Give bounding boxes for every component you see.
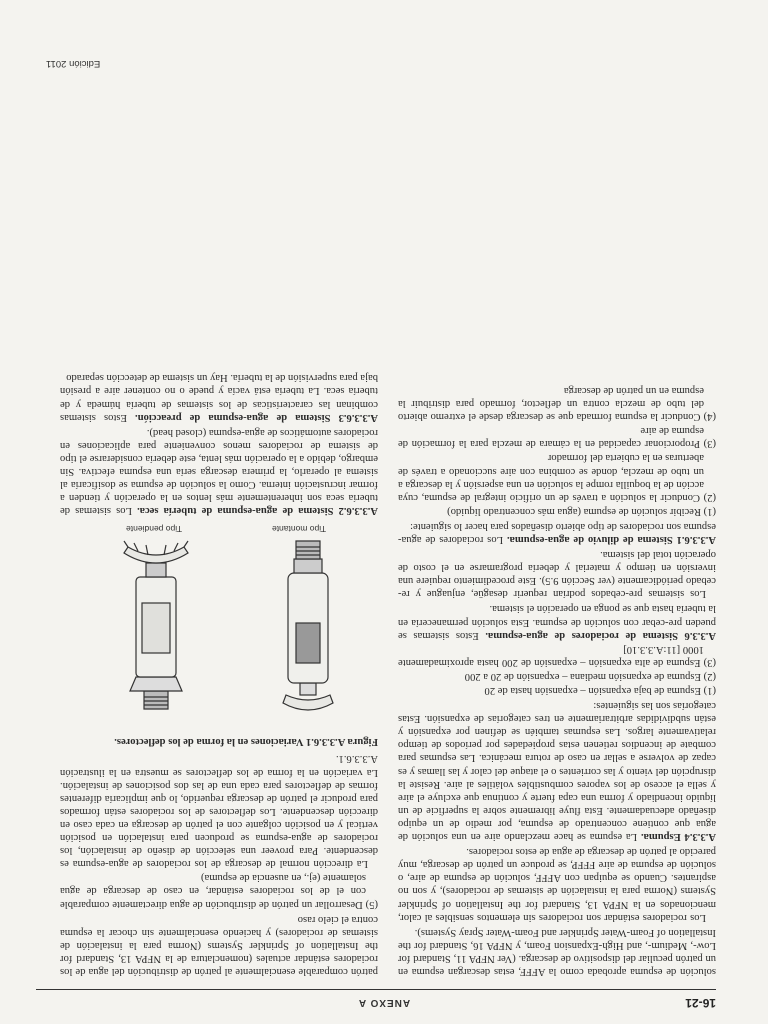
figure-caption: Figura A.3.3.6.1 Variaciones en la forma de los deflectores.	[114, 736, 378, 748]
list-item: (2) Conducir la solución a través de un orificio integral de espuma, cuya acción de la boquilla rompe la solución en una aspersión y la descarga a un tubo de mezcla, donde se combina con aire succionado a través de aberturas en la cubierta del formador	[398, 452, 716, 503]
header-rule	[36, 989, 716, 990]
list-item: (1) Espuma de baja expansión – expansión hasta de 20	[484, 685, 716, 697]
list-item: (5) Desarrollar un patrón de distribución de agua directamente comparable con el de los rociadores estándar, en caso de descarga de agua solamente (ej., en ausencia de espuma)	[60, 872, 378, 910]
upright-sprinkler-drawing	[283, 541, 333, 710]
figure-label-upright: Tipo montante	[271, 524, 326, 535]
section-a3361	[398, 520, 716, 546]
edition-label: Edición 2011	[46, 58, 101, 69]
section-text: Los rociadores de agua-espuma son rociadores de tipo abierto diseñados para hacer lo siguiente:	[398, 520, 716, 545]
list-item: (3) Espuma de alta expansión – expansión de 200 hasta aproximadamente 1000 [11:A.3.3.10]	[398, 643, 716, 668]
right-column	[60, 369, 378, 978]
figure-label-pendent: Tipo pendiente	[126, 524, 182, 535]
list-item: (3) Proporcionar capacidad en la cámara de mezcla para la formación de espuma de aire	[398, 425, 716, 450]
list-item: (2) Espuma de expansión mediana – expansión de 20 a 200	[464, 670, 716, 682]
section-a3362	[60, 426, 378, 518]
pendent-sprinkler-drawing	[124, 541, 188, 709]
paragraph: Los rociadores estándar son rociadores sin elementos sensibles al calor, mencionados en la NFPA 13, Standard for the Installation of Sprinkler Systems (Norma para la instalación de sistemas de rociadores), y son no aspirantes. Cuando se equipan con AFFF, solución de espuma de aire, o solución de espuma de aire FFFP, se produce un patrón de descarga, muy parecido al patrón de descarga de agua de estos rociadores.	[398, 846, 716, 923]
list-item: (1) Recibir solución de espuma (agua más concentrado líquido)	[447, 505, 716, 517]
section-heading: A.3.3.4 Espuma.	[640, 831, 716, 843]
section-heading: A.3.3.6.3 Sistema de agua-espuma de preacción.	[135, 411, 378, 423]
section-text: Estos sistemas se pueden pre-cebar con solución de espuma. Esta solución permanecería en la tubería hasta que se ponga en operación el sistema.	[398, 603, 716, 641]
page-number: 16-21	[685, 996, 716, 1010]
section-heading: A.3.3.6.1 Sistema de diluvio de agua-espuma.	[506, 534, 716, 545]
section-text: La espuma se hace mezclando aire en una solución de agua que contiene concentrado de espuma, por medio de un equipo diseñado adecuadamente. Esta fluye libremente sobre la superficie de un líquido incendiado y forma una capa fuerte y continua que excluye el aire y sella el acceso de los vapores combustibles volátiles al aire. Resiste la disrupción del viento y las corrientes o el ataque del calor y las llamas y es capaz de volverse a sellar en caso de rotura mecánica. Las espumas para combate de incendios retienen estas propiedades por períodos de tiempo relativamente largos. Las espumas también se definen por expansión y están subdivididas arbitrariamente en tres categorías de expansión. Estas categorías son las siguientes:	[398, 700, 716, 843]
paragraph: Los sistemas pre-cebados podrían requerir desagüe, enjuague y re-cebado periódicamente (ver Sección 9.5). Este procedimiento requiere una inversión en tiempo y material y debería programarse en el costo de operación total del sistema.	[398, 549, 716, 600]
sprinkler-illustration	[60, 523, 378, 723]
left-column	[398, 383, 716, 978]
figure-deflectors	[60, 523, 378, 723]
running-head: ANEXO A	[357, 997, 411, 1008]
section-heading: A.3.3.6 Sistema de rociadores de agua-espuma.	[485, 629, 716, 641]
paragraph: solución de espuma aprobada como la AFFF, estas descargan espuma en un patrón peculiar del dispositivo de descarga. (Ver NFPA 11, Standard for Low-, Medium-, and High-Expansion Foam, y NFPA 16, Standard for the Installation of Foam-Water Sprinkler and Foam-Water Spray Systems).	[398, 926, 716, 977]
paragraph: patrón comparable esencialmente al patrón de distribución del agua de los rociadores estándar actuales (nomenclatura de la NFPA 13, Standard for the Installation of Sprinkler Systems (Norma para la instalación de sistemas de rociadores) y haciendo esencialmente sin chocar la espuma contra el cielo raso	[60, 913, 378, 977]
section-text: Estos sistemas combinan las características de los sistemas de tubería húmeda y de tubería seca. La tubería está vacía y puede o no contener aire a presión baja para supervisión de la tubería. Hay un sistema de detección separado	[60, 372, 378, 423]
section-a3363	[60, 371, 378, 423]
section-heading: A.3.3.6.2 Sistema de agua-espuma de tubería seca.	[137, 505, 378, 517]
section-a336	[398, 602, 716, 641]
paragraph: La dirección normal de descarga de los rociadores de agua-espuma es descendente. Para proveer una selección de diseño de instalación, los rociadores de agua-espuma se producen para instalación en posición vertical y en posición colgante con el patrón de descarga en cada caso en dirección descendente. Los deflectores de los rociadores están formados para producir el patrón de descarga requerido, lo que implicaría diferentes formas de deflectores para cada una de las dos posiciones de instalación. La variación en la forma de los deflectores se muestra en la ilustración A.3.3.6.1.	[60, 753, 378, 870]
list-item: (4) Conducir la espuma formada que se descarga desde el extremo abierto del tubo de mezcla contra un deflector, formado para distribuir la espuma en un patrón de descarga	[398, 384, 716, 423]
section-text: Los sistemas de tubería seca son inherentemente más lentos en la operación y tienden a formar incrustación interna. Como la solución de espuma se dosificaría al sistema al operarlo, la primera descarga sería una espuma efectiva. Sin embargo, debido a la operación más lenta, este debería considerarse el tipo de sistema de rociadores menos conveniente para aplicaciones en rociadores automáticos de agua-espuma (closed head).	[60, 426, 378, 517]
section-a334	[398, 699, 716, 843]
